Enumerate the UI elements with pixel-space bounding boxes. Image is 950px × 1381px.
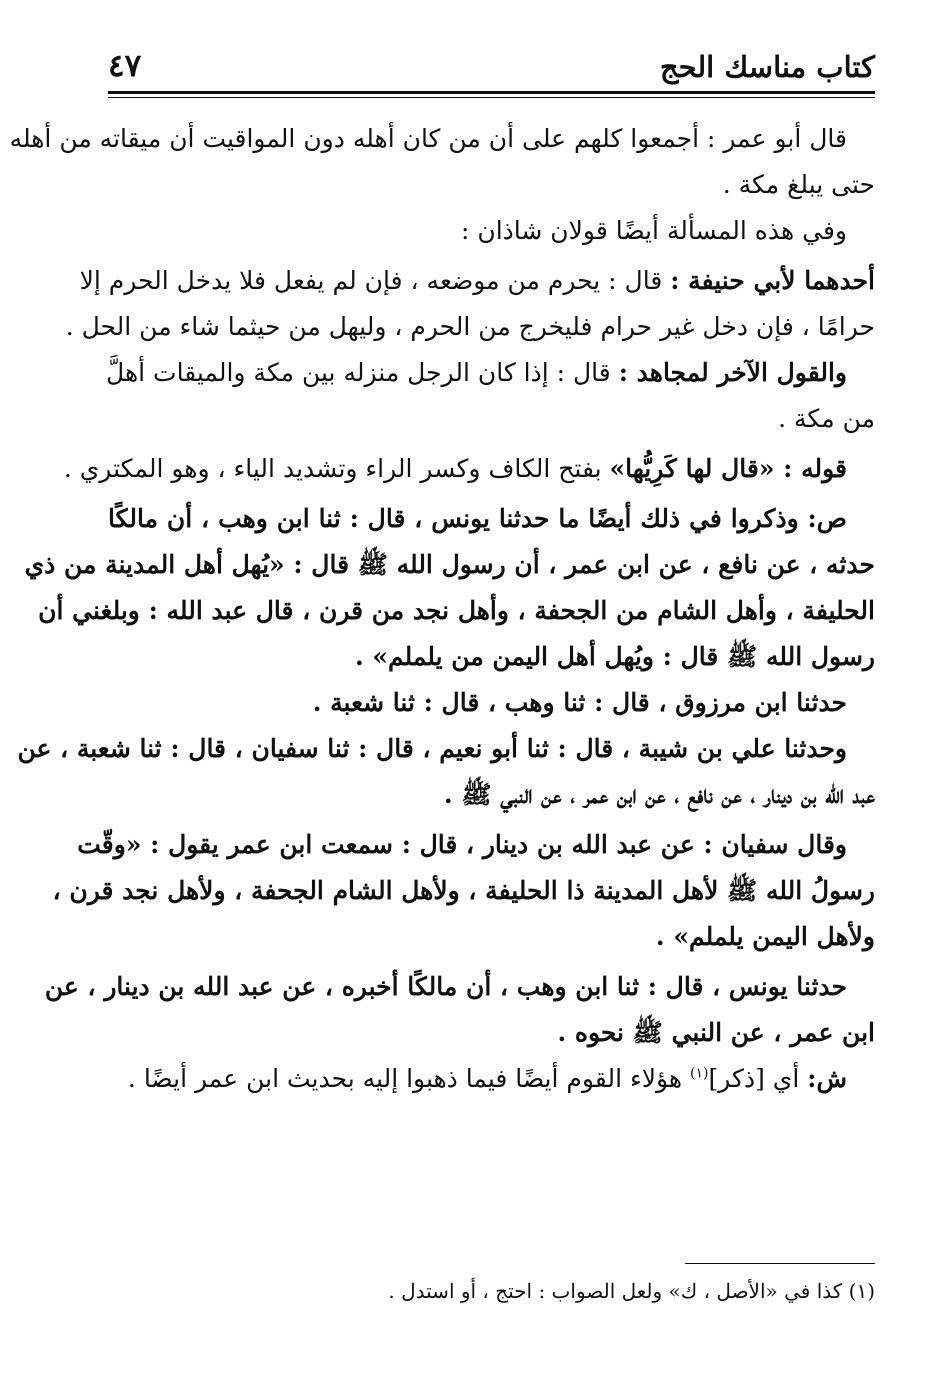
text-line: والقول الآخر لمجاهد : قال : إذا كان الرجل منزله بين مكة والميقات أهلَّ bbox=[106, 358, 847, 387]
text-line: رسول الله ﷺ قال : ويُهل أهل اليمن من يلملم» . bbox=[354, 642, 875, 671]
text-line: قال أبو عمر : أجمعوا كلهم على أن من كان أهله دون المواقيت أن ميقاته من أهله bbox=[9, 124, 847, 153]
text-line: وفي هذه المسألة أيضًا قولان شاذان : bbox=[460, 216, 847, 245]
text-line: حدثه ، عن نافع ، عن ابن عمر ، أن رسول الله ﷺ قال : «يُهل أهل المدينة من ذي bbox=[24, 550, 875, 579]
page-header bbox=[108, 44, 875, 94]
bold-lead: ش: bbox=[807, 1064, 847, 1093]
bold-lead: والقول الآخر لمجاهد : bbox=[618, 358, 847, 387]
text-line: ولأهل اليمن يلملم» . bbox=[655, 922, 875, 951]
text-line: من مكة . bbox=[778, 404, 875, 433]
header-rule-thin bbox=[108, 97, 875, 98]
footnote: (١) كذا في «الأصل ، ك» ولعل الصواب : احتج ، أو استدل . bbox=[388, 1279, 875, 1303]
main-text bbox=[9, 116, 875, 1102]
text-line: عبد الله بن دينار ، عن نافع ، عن ابن عمر ، عن النبي ﷺ . bbox=[443, 780, 875, 809]
text-line: حدثنا ابن مرزوق ، قال : ثنا وهب ، قال : ثنا شعبة . bbox=[312, 688, 847, 717]
header-rule-thick bbox=[108, 91, 875, 94]
text-line: حرامًا ، فإن دخل غير حرام فليخرج من الحرم ، وليهل من حيثما شاء من الحل . bbox=[65, 312, 875, 341]
text-line: ش: أي [ذكر]$^{(١)}$ هؤلاء القوم أيضًا فيما ذهبوا إليه بحديث ابن عمر أيضًا . bbox=[127, 1064, 847, 1093]
text-line: حدثنا يونس ، قال : ثنا ابن وهب ، أن مالكًا أخبره ، عن عبد الله بن دينار ، عن bbox=[44, 972, 847, 1001]
bold-lead: قوله : «قال لها كَرِيُّها» bbox=[609, 454, 847, 483]
text-line: رسولُ الله ﷺ لأهل المدينة ذا الحليفة ، ولأهل الشام الجحفة ، ولأهل نجد قرن ، bbox=[52, 876, 875, 905]
text-line: حتى يبلغ مكة . bbox=[722, 170, 875, 199]
footnote-ref: (١) bbox=[690, 1065, 709, 1082]
text-line: ص: وذكروا في ذلك أيضًا ما حدثنا يونس ، قال : ثنا ابن وهب ، أن مالكًا bbox=[108, 504, 847, 533]
text-line: ابن عمر ، عن النبي ﷺ نحوه . bbox=[557, 1018, 875, 1047]
text-line: وحدثنا علي بن شيبة ، قال : ثنا أبو نعيم ، قال : ثنا سفيان ، قال : ثنا شعبة ، عن bbox=[17, 734, 847, 763]
text-line: وقال سفيان : عن عبد الله بن دينار ، قال : سمعت ابن عمر يقول : «وقّت bbox=[77, 830, 847, 859]
bold-lead: أحدهما لأبي حنيفة : bbox=[670, 266, 875, 295]
text-line: قوله : «قال لها كَرِيُّها» بفتح الكاف وكسر الراء وتشديد الياء ، وهو المكتري . bbox=[63, 454, 847, 483]
text-line: أحدهما لأبي حنيفة : قال : يحرم من موضعه ، فإن لم يفعل فلا يدخل الحرم إلا bbox=[79, 266, 875, 295]
book-title: كتاب مناسك الحج bbox=[659, 50, 875, 84]
footnote-rule bbox=[685, 1263, 875, 1264]
text-line: الحليفة ، وأهل الشام من الجحفة ، وأهل نجد من قرن ، قال عبد الله : وبلغني أن bbox=[38, 596, 875, 625]
page-number: ٤٧ bbox=[108, 48, 142, 84]
